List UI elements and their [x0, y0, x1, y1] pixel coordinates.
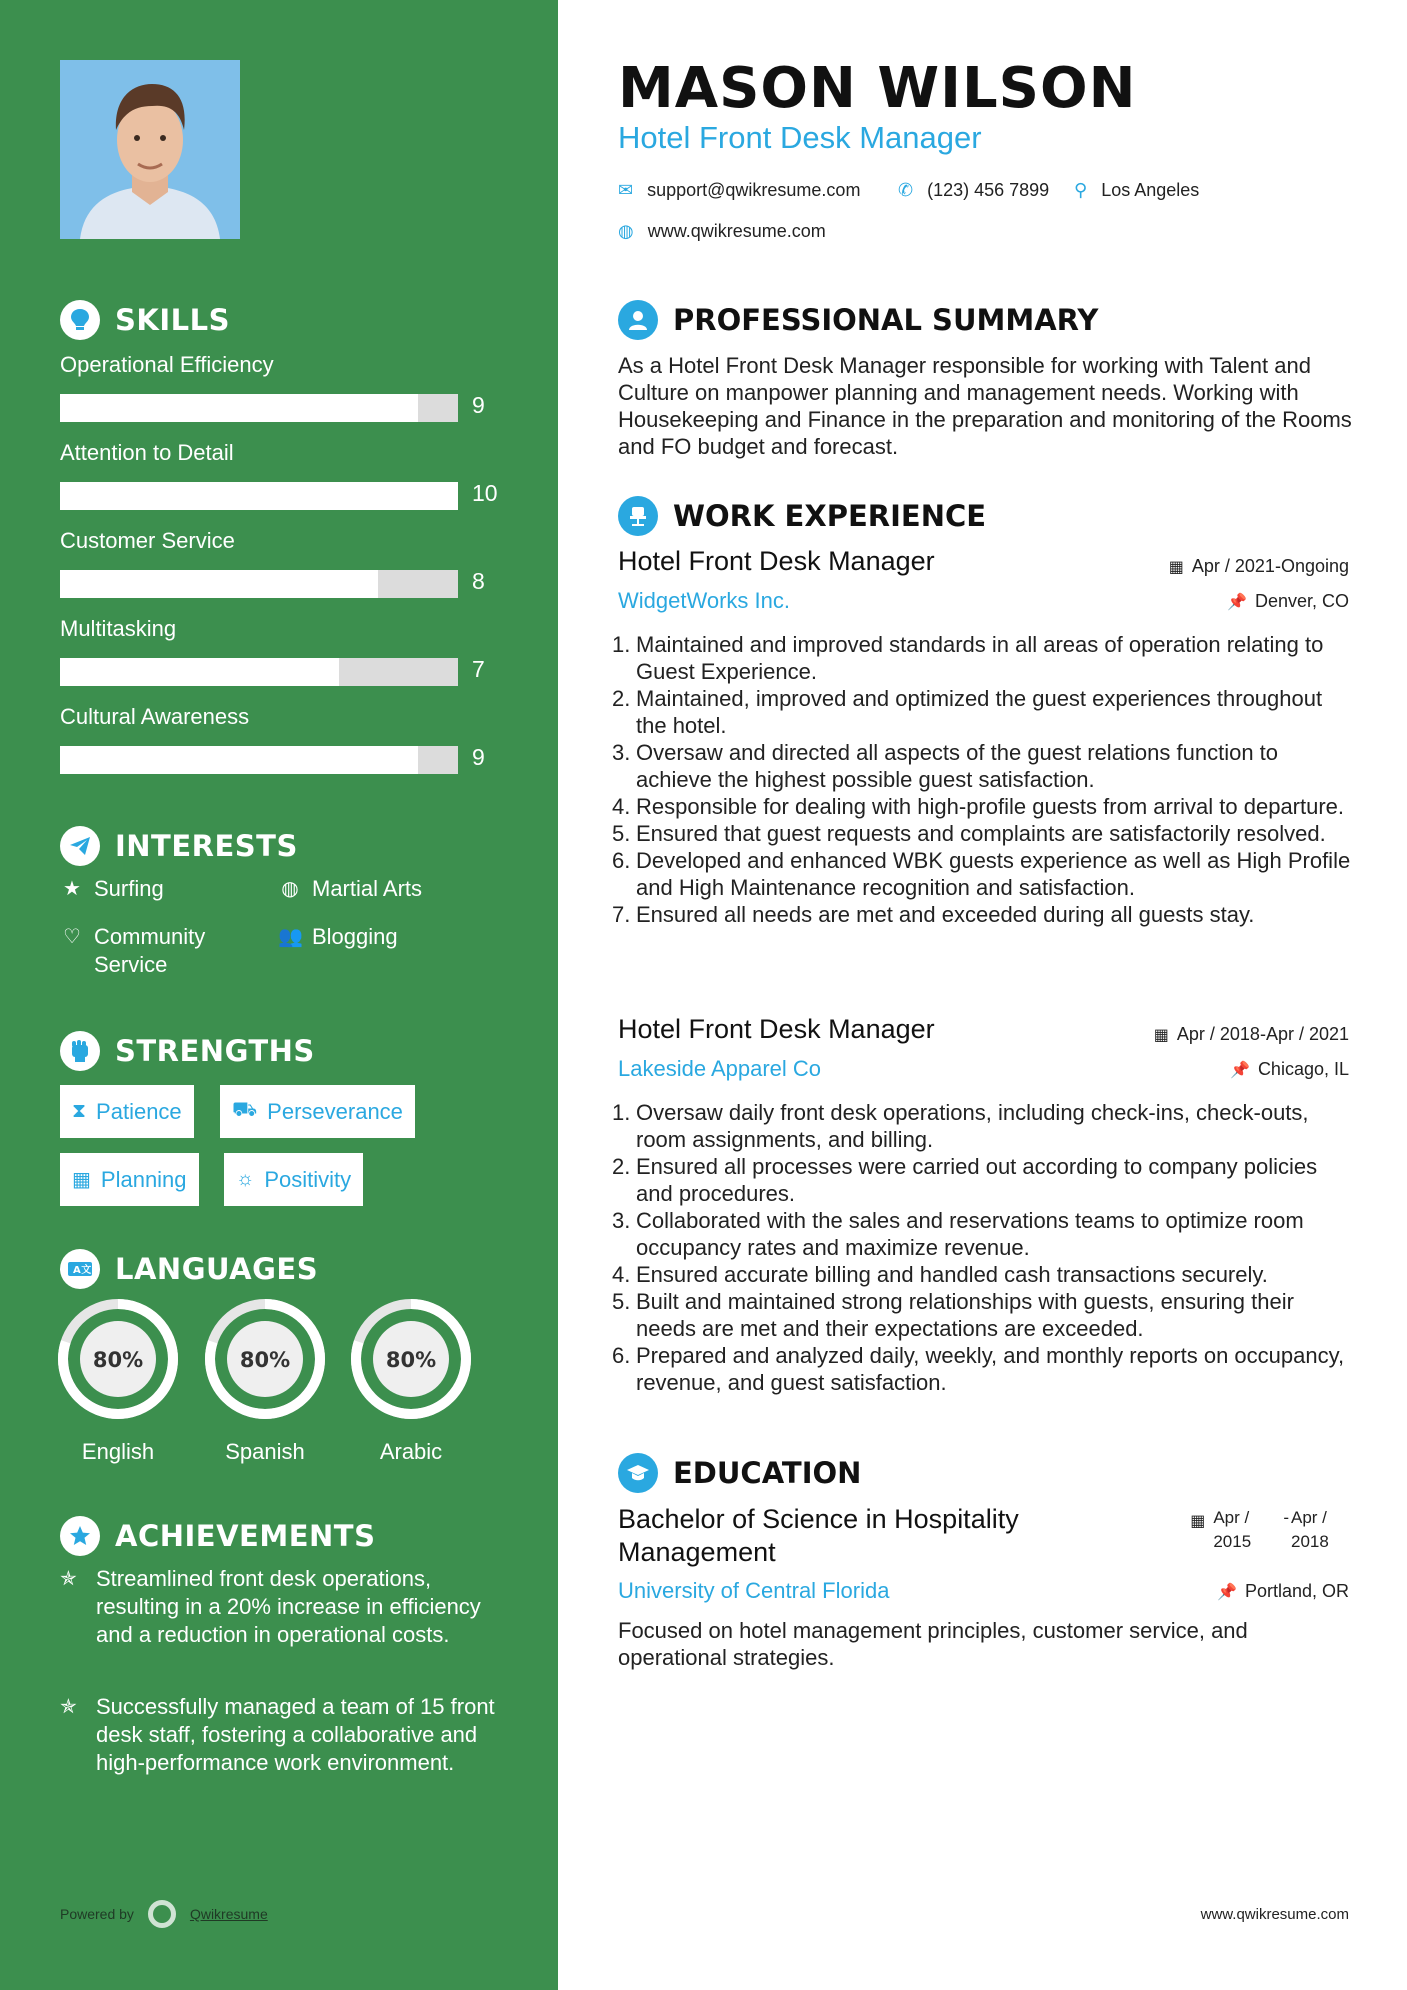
education-description: Focused on hotel management principles, customer service, and operational strategies. — [618, 1618, 1248, 1670]
job-role: Hotel Front Desk Manager — [618, 546, 935, 576]
skill-name: Customer Service — [60, 528, 235, 553]
job-bullets — [612, 1099, 1352, 1396]
education-degree: Bachelor of Science in Hospitality Management — [618, 1504, 1019, 1567]
skill-name: Cultural Awareness — [60, 704, 250, 729]
users-icon: 👥 — [278, 926, 303, 948]
language-item — [350, 1298, 472, 1465]
sun-icon: ☼ — [236, 1168, 255, 1190]
skill-item — [60, 528, 500, 594]
globe-icon: ◍ — [281, 878, 299, 900]
skill-bar-fill — [60, 658, 339, 686]
achievement-item: ✯ Successfully managed a team of 15 front desk staff, fostering a collaborative and high-performance work environment. — [60, 1694, 495, 1775]
achievements-heading: ACHIEVEMENTS — [60, 1516, 375, 1556]
hourglass-icon: ⧗ — [72, 1100, 87, 1122]
language-ring — [57, 1298, 179, 1420]
pushpin-icon: 📌 — [1227, 593, 1247, 611]
interest-item: 👥 Blogging — [278, 924, 398, 949]
list-item: 5. Built and maintained strong relationships with guests, ensuring their needs are met and their expectations are exceeded. — [612, 1289, 1294, 1341]
pushpin-icon: 📌 — [1230, 1061, 1250, 1079]
globe-icon: ◍ — [618, 221, 634, 241]
calendar-icon: ▦ — [1153, 1026, 1169, 1044]
job-location: 📌 Denver, CO — [1227, 591, 1349, 611]
list-item: 3. Oversaw and directed all aspects of the guest relations function to achieve the highest possible guest satisfaction. — [612, 740, 1279, 792]
contact-email: ✉ support@qwikresume.com — [618, 180, 861, 200]
profile-photo — [60, 60, 240, 239]
list-item: 2. Ensured all processes were carried out according to company policies and procedures. — [612, 1154, 1318, 1206]
summary-heading: PROFESSIONAL SUMMARY — [618, 300, 1098, 340]
language-ring — [204, 1298, 326, 1420]
list-item: 4. Responsible for dealing with high-profile guests from arrival to departure. — [612, 794, 1345, 819]
pushpin-icon: 📌 — [1217, 1583, 1237, 1601]
language-percent: 80% — [385, 1348, 437, 1372]
interests-heading: INTERESTS — [60, 826, 298, 866]
calendar-icon: ▦ — [1190, 1513, 1206, 1530]
skill-bar — [60, 570, 458, 598]
envelope-icon: ✉ — [618, 180, 634, 200]
skill-bar-fill — [60, 570, 378, 598]
language-name: English — [81, 1439, 155, 1464]
skill-bar-fill — [60, 394, 418, 422]
map-pin-icon: ⚲ — [1074, 180, 1088, 200]
language-name: Spanish — [225, 1439, 305, 1464]
skill-bar — [60, 394, 458, 422]
strength-tag: ⧗ Patience — [60, 1085, 194, 1138]
skill-bar-fill — [60, 746, 418, 774]
strength-tag: ▦ Planning — [60, 1153, 199, 1206]
education-dates: ▦ Apr / 2015 - Apr / 2018 — [1190, 1508, 1329, 1551]
heart-outline-icon: ♡ — [63, 926, 81, 948]
language-icon — [60, 1249, 100, 1289]
skill-value: 8 — [472, 568, 485, 594]
office-chair-icon — [618, 496, 658, 536]
skill-name: Multitasking — [60, 616, 177, 641]
skill-bar — [60, 746, 458, 774]
svg-text:A文: A文 — [73, 1265, 92, 1276]
list-item: 1. Oversaw daily front desk operations, including check-ins, check-outs, room assignments, and billing. — [612, 1100, 1309, 1152]
skills-heading: SKILLS — [60, 300, 230, 340]
strengths-heading: STRENGTHS — [60, 1031, 315, 1071]
list-item: 4. Ensured accurate billing and handled cash transactions securely. — [612, 1262, 1268, 1287]
experience-heading: WORK EXPERIENCE — [618, 496, 986, 536]
summary-text: As a Hotel Front Desk Manager responsible for working with Talent and Culture on manpower planning and management needs. Working with Housekeeping and Finance in the preparation and monitoring of the Rooms and FO budget and forecast. — [618, 353, 1352, 459]
skill-bar-fill — [60, 482, 458, 510]
language-percent: 80% — [239, 1348, 291, 1372]
trophy-star-icon — [60, 1516, 100, 1556]
road-icon: ⛟ — [232, 1099, 258, 1121]
powered-by: Powered by Qwikresume — [60, 1900, 268, 1928]
job-company: Lakeside Apparel Co — [618, 1056, 822, 1081]
job-bullets — [612, 631, 1352, 928]
contact-website: ◍ www.qwikresume.com — [618, 221, 826, 241]
interest-item: ♡ Community Service — [60, 923, 250, 979]
qwikresume-logo-icon — [148, 1900, 176, 1928]
shooting-star-icon: ✯ — [60, 1696, 77, 1718]
sidebar — [0, 0, 558, 1990]
contact-phone: ✆ (123) 456 7899 — [898, 180, 1050, 200]
list-item: 5. Ensured that guest requests and complaints are satisfactorily resolved. — [612, 821, 1326, 846]
shooting-star-icon: ✯ — [60, 1568, 77, 1590]
paper-plane-icon — [60, 826, 100, 866]
list-item: 6. Developed and enhanced WBK guests experience as well as High Profile and High Maintenance recognition and satisfaction. — [612, 848, 1351, 900]
strength-tag: ☼ Positivity — [224, 1153, 363, 1206]
list-item: 1. Maintained and improved standards in all areas of operation relating to Guest Experience. — [612, 632, 1324, 684]
candidate-title: Hotel Front Desk Manager — [618, 120, 982, 155]
education-heading: EDUCATION — [618, 1453, 861, 1493]
education-location: 📌 Portland, OR — [1217, 1581, 1349, 1601]
language-item — [57, 1298, 179, 1465]
achievement-item: ✯ Streamlined front desk operations, resulting in a 20% increase in efficiency and a reduction in operational costs. — [60, 1566, 481, 1647]
list-item: 7. Ensured all needs are met and exceeded during all guests stay. — [612, 902, 1255, 927]
star-icon: ★ — [63, 878, 81, 900]
skill-name: Attention to Detail — [60, 440, 234, 465]
languages-heading: A文 LANGUAGES — [60, 1249, 318, 1289]
list-item: 6. Prepared and analyzed daily, weekly, and monthly reports on occupancy, revenue, and guest satisfaction. — [612, 1343, 1345, 1395]
graduation-cap-icon — [618, 1453, 658, 1493]
skill-item — [60, 440, 500, 506]
skill-item — [60, 704, 500, 770]
job-role: Hotel Front Desk Manager — [618, 1014, 935, 1044]
qwikresume-link[interactable]: Qwikresume — [189, 1906, 268, 1922]
skill-item — [60, 352, 500, 418]
list-item: 2. Maintained, improved and optimized the guest experiences throughout the hotel. — [612, 686, 1323, 738]
user-icon — [618, 300, 658, 340]
language-name: Arabic — [379, 1439, 443, 1464]
interest-item: ★ Surfing — [60, 875, 164, 903]
skill-value: 9 — [472, 392, 485, 418]
language-item — [204, 1298, 326, 1465]
contact-location: ⚲ Los Angeles — [1074, 180, 1200, 200]
job-location: 📌 Chicago, IL — [1230, 1059, 1349, 1079]
phone-icon: ✆ — [898, 180, 914, 200]
skill-bar — [60, 658, 458, 686]
fist-icon — [60, 1031, 100, 1071]
language-percent: 80% — [92, 1348, 144, 1372]
skill-value: 10 — [472, 480, 498, 506]
interest-item: ◍ Martial Arts — [278, 875, 422, 903]
list-item: 3. Collaborated with the sales and reservations teams to optimize room occupancy rates and maximize revenue. — [612, 1208, 1304, 1260]
strength-tag: ⛟ Perseverance — [220, 1085, 415, 1138]
calendar-icon: ▦ — [72, 1169, 91, 1191]
footer-url: www.qwikresume.com — [1200, 1906, 1349, 1923]
skill-bar — [60, 482, 458, 510]
job-dates: ▦ Apr / 2021-Ongoing — [1168, 556, 1349, 576]
job-dates: ▦ Apr / 2018-Apr / 2021 — [1153, 1024, 1349, 1044]
language-ring — [350, 1298, 472, 1420]
skill-name: Operational Efficiency — [60, 352, 274, 377]
lightbulb-icon — [60, 300, 100, 340]
skill-item — [60, 616, 500, 682]
calendar-icon: ▦ — [1168, 558, 1184, 576]
job-company: WidgetWorks Inc. — [618, 588, 790, 613]
education-school: University of Central Florida — [618, 1578, 890, 1603]
candidate-name: MASON WILSON — [618, 56, 1137, 121]
skill-value: 7 — [472, 656, 485, 682]
skill-value: 9 — [472, 744, 485, 770]
